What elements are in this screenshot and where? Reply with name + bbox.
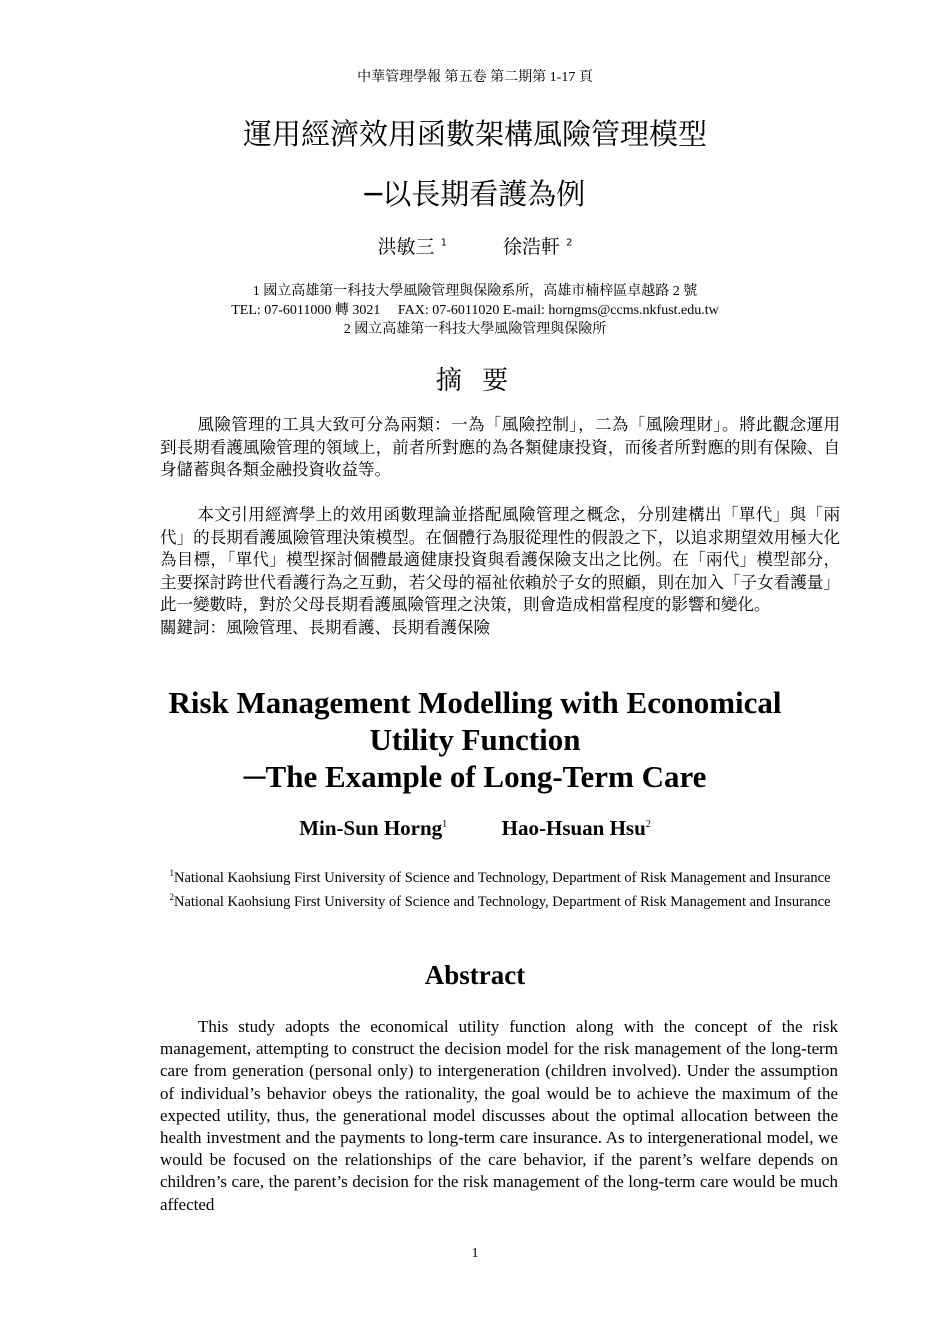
author-1-en: Min-Sun Horng (299, 816, 443, 840)
title-en (0, 684, 950, 795)
author-2-en: Hao-Hsuan Hsu (501, 816, 646, 840)
title-en-line-2: Utility Function (369, 722, 581, 757)
affiliations-zh (0, 282, 950, 339)
keywords-zh: 關鍵詞：風險管理、長期看護、長期看護保險 (160, 617, 490, 637)
subtitle-zh: ─以長期看護為例 (364, 177, 586, 211)
affiliation-zh-line-2: TEL: 07-6011000 轉 3021 FAX: 07-6011020 E-mail: horngms@ccms.nkfust.edu.tw (231, 303, 719, 318)
title-zh: 運用經濟效用函數架構風險管理模型 (242, 117, 707, 151)
abstract-en-paragraph: This study adopts the economical utility function along with the concept of the risk management, attempting to construct the decision model for the risk management of the long-term care from generation (personal only) to intergeneration (children involved). Under the assumption of individual’s behavior obeys the rationality, the goal would be to achieve the maximum of the expected utility, thus, the generational model discusses about the optimal allocation between the health investment and the payments to long-term care insurance. As to intergenerational model, we would be focused on the relationships of the care behavior, if the parent’s welfare depends on children’s care, the parent’s decision for the risk management of the long-term care would be much affected (160, 1017, 838, 1214)
authors-en (0, 816, 950, 841)
author-1-zh: 洪敏三 (377, 236, 435, 258)
affiliation-zh-line-1: 1 國立高雄第一科技大學風險管理與保險系所，高雄市楠梓區卓越路 2 號 (252, 284, 698, 299)
author-2-zh: 徐浩軒 (503, 236, 561, 258)
author-2-zh-sup: 2 (566, 237, 573, 249)
author-1-en-sup: 1 (442, 819, 448, 830)
affiliation-en-1: $^1$National Kaohsiung First University of Science and Technology, Department of Risk Management and Insurance (169, 868, 831, 886)
abstract-zh-paragraph-1: 風險管理的工具大致可分為兩類：一為「風險控制」，二為「風險理財」。將此觀念運用到長期看護風險管理的領域上，前者所對應的為各類健康投資，而後者所對應的則有保險、自身儲蓄與各類金融投資收益等。 (160, 415, 840, 479)
author-2-en-sup: 2 (645, 819, 651, 830)
title-en-line-3: ─The Example of Long-Term Care (243, 759, 707, 794)
author-1-zh-sup: 1 (440, 237, 447, 249)
authors-zh (0, 232, 950, 259)
abstract-zh-paragraph-2: 本文引用經濟學上的效用函數理論並搭配風險管理之概念，分別建構出「單代」與「兩代」的長期看護風險管理決策模型。在個體行為服從理性的假設之下，以追求期望效用極大化為目標，「單代」模型探討個體最適健康投資與看護保險支出之比例。在「兩代」模型部分，主要探討跨世代看護行為之互動，若父母的福祉依賴於子女的照顧，則在加入「子女看護量」此一變數時，對於父母長期看護風險管理之決策，則會造成相當程度的影響和變化。 關鍵詞：風險管理、長期看護、長期看護保險 (160, 504, 840, 639)
affiliation-en-2: $^2$National Kaohsiung First University of Science and Technology, Department of Risk Management and Insurance (169, 891, 831, 910)
abstract-zh-heading: 摘 要 (435, 366, 515, 396)
abstract-en-heading: Abstract (424, 960, 526, 990)
journal-header: 中華管理學報 第五卷 第二期第 1-17 頁 (357, 70, 593, 85)
page-number: 1 (471, 1246, 479, 1261)
title-en-line-1: Risk Management Modelling with Economical (168, 685, 782, 720)
affiliation-zh-line-3: 2 國立高雄第一科技大學風險管理與保險所 (343, 322, 607, 337)
affiliations-en (160, 864, 840, 912)
